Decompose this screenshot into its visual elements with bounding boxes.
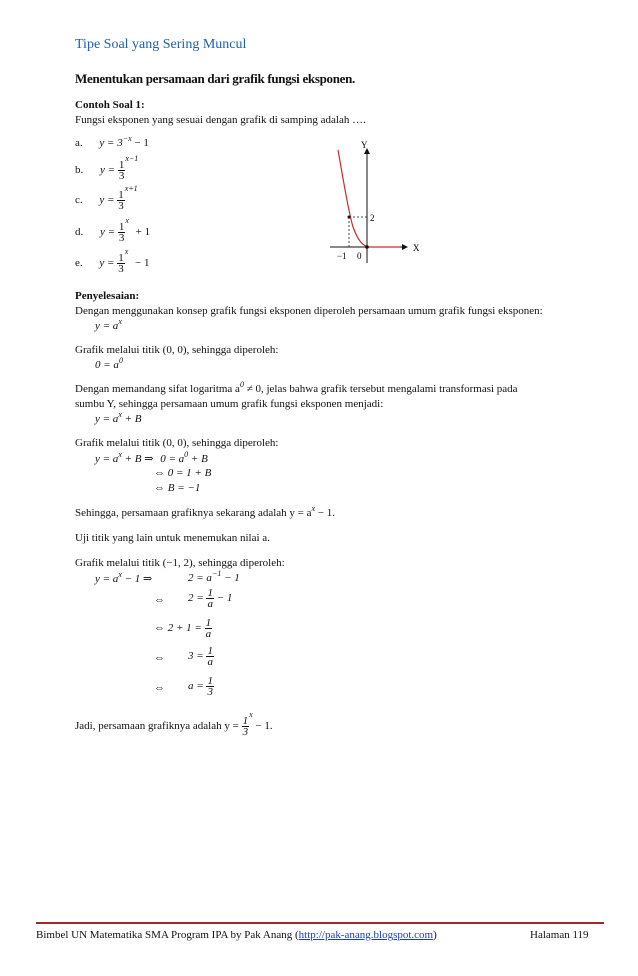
option-letter: b.: [75, 164, 84, 177]
option-e: [75, 247, 150, 275]
option-d: [75, 216, 151, 244]
option-fraction: $\frac{1}{3}$: [118, 189, 124, 212]
origin-label: 0: [357, 251, 362, 261]
solution-p1: Dengan menggunakan konsep grafik fungsi eksponen diperoleh persamaan umum grafik fungsi eksponen:: [75, 305, 543, 317]
option-exp: x+1: [124, 184, 138, 194]
option-letter: c.: [75, 194, 83, 207]
eq-s3: ⇔ 2 + 1 = $\frac{1}{a}$: [154, 617, 212, 640]
eq-s2: 2 = $\frac{1}{a}$ − 1: [188, 587, 233, 610]
solution-p4: Grafik melalui titik (0, 0), sehingga diperoleh:: [75, 437, 279, 449]
eq-s4: 3 = $\frac{1}{a}$: [188, 645, 213, 668]
option-letter: e.: [75, 257, 83, 270]
footer-link[interactable]: http://pak-anang.blogspot.com: [298, 929, 434, 941]
option-letter: a.: [75, 137, 83, 149]
eq-step-3: ⇔ B = −1: [154, 482, 201, 494]
solution-p3c: sumbu Y, sehingga persamaan umum grafik fungsi eksponen menjadi:: [75, 398, 384, 410]
y-axis-label: Y: [361, 140, 368, 150]
solution-p6: Uji titik yang lain untuk menemukan nilai a.: [75, 532, 270, 544]
solution-p3a: Dengan memandang sifat logaritma $a^0 \ne 0$, jelas bahwa grafik tersebut mengalami transformasi pada: [75, 380, 518, 395]
problem-statement: Fungsi eksponen yang sesuai dengan grafik di samping adalah ….: [75, 114, 366, 126]
solution-p7: Grafik melalui titik (−1, 2), sehingga diperoleh:: [75, 557, 285, 569]
option-fraction: $\frac{1}{3}$: [118, 159, 125, 182]
option-fraction: $\frac{1}{3}$: [118, 252, 124, 275]
option-b: [75, 154, 139, 182]
eq-s5-op: ⇔: [154, 682, 165, 694]
option-lhs: y =: [100, 164, 118, 177]
option-letter: d.: [75, 226, 84, 239]
eq-transformed: $y = a^x + B$: [95, 410, 142, 425]
point-minus1-2: [348, 216, 351, 219]
option-expr: y = 3: [99, 137, 123, 149]
problem-label: Contoh Soal 1:: [75, 99, 145, 111]
exponential-graph: [325, 135, 435, 265]
eq-step-1: $y = a^x + B$ ⇒ $0 = a^0 + B$: [95, 450, 208, 465]
solution-p5: Sehingga, persamaan grafiknya sekarang adalah $y = a^x - 1$.: [75, 504, 336, 519]
solution-label: Penyelesaian:: [75, 290, 140, 302]
eq-s1-right: $2 = a^{-1} - 1$: [188, 569, 240, 584]
section-title: Tipe Soal yang Sering Muncul: [75, 37, 247, 52]
option-lhs: y =: [99, 257, 118, 270]
solution-final: Jadi, persamaan grafiknya adalah y = $\frac{1}{3}$ $^x$ − 1.: [75, 710, 273, 738]
page-number: Halaman 119: [530, 929, 589, 941]
option-exp: x: [124, 247, 129, 257]
x-axis-label: X: [413, 243, 420, 253]
option-c: [75, 184, 138, 212]
solution-p2: Grafik melalui titik (0, 0), sehingga diperoleh:: [75, 344, 279, 356]
eq-step-2: ⇔ 0 = 1 + B: [154, 467, 212, 479]
function-curve: [338, 150, 400, 247]
option-tail: − 1: [131, 137, 149, 149]
eq-s5: a = $\frac{1}{3}$: [188, 675, 213, 698]
eq-origin: $0 = a^0$: [95, 356, 123, 371]
tick-label-2: 2: [370, 213, 375, 223]
option-lhs: y =: [100, 226, 118, 239]
option-lhs: y =: [99, 194, 118, 207]
origin-point: [365, 245, 369, 249]
option-exp: x: [125, 216, 129, 226]
footer-rule: [36, 922, 604, 924]
eq-s2-op: ⇔: [154, 594, 165, 606]
option-exp: −x: [122, 134, 132, 143]
eq-general: $y = a^x$: [95, 317, 122, 332]
subtitle: Menentukan persamaan dari grafik fungsi eksponen.: [75, 71, 356, 86]
option-a: [75, 134, 149, 149]
eq-s4-op: ⇔: [154, 652, 165, 664]
option-fraction: $\frac{1}{3}$: [118, 221, 125, 244]
option-exp: x−1: [125, 154, 139, 164]
footer-left: Bimbel UN Matematika SMA Program IPA by Pak Anang (http://pak-anang.blogspot.com): [36, 929, 437, 941]
option-tail: − 1: [135, 257, 150, 270]
eq-s1-left: $y = a^x - 1$ ⇒: [95, 570, 153, 585]
tick-label-minus1: −1: [337, 251, 347, 261]
option-tail: + 1: [135, 226, 151, 239]
